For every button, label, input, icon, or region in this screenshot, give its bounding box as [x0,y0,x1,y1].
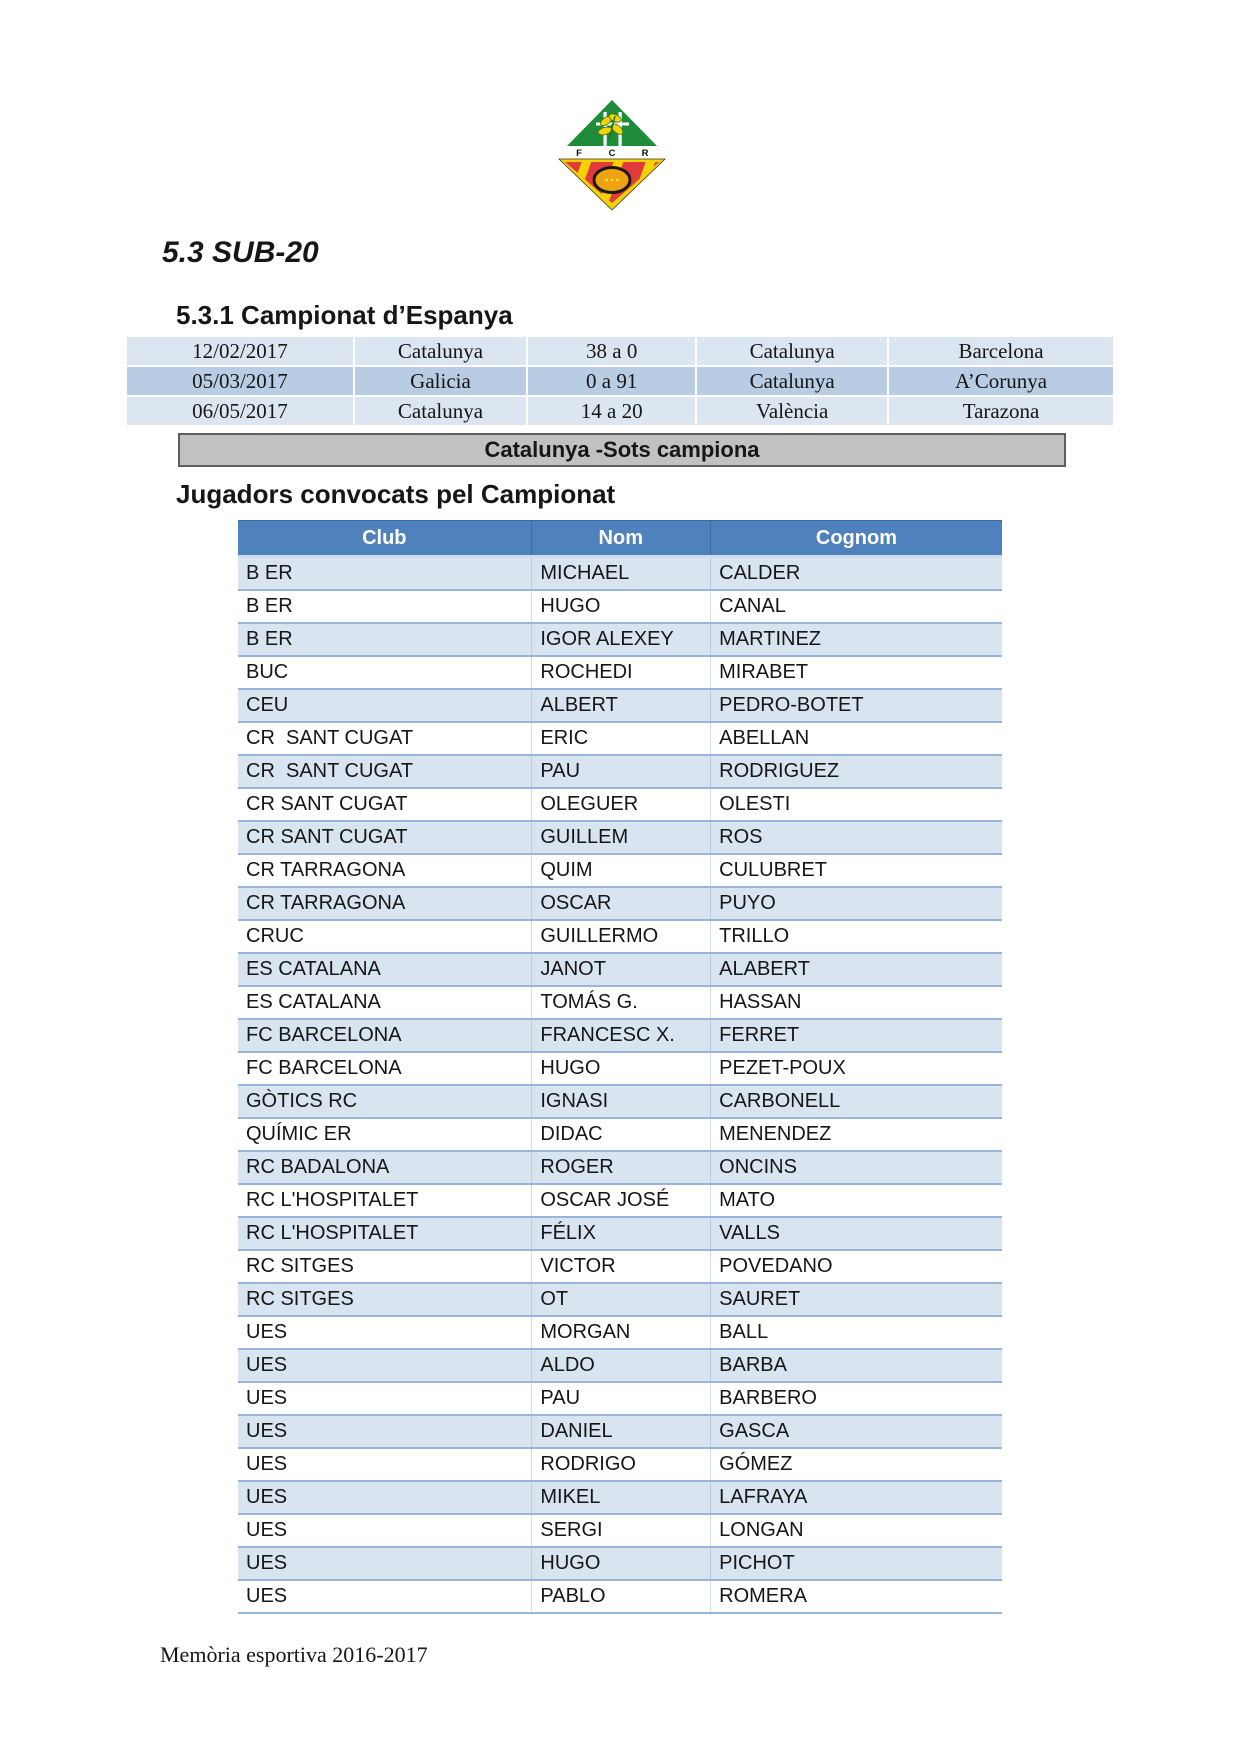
player-row [238,822,1002,855]
player-club: B ER [246,562,293,584]
result-venue: Barcelona [887,337,1113,365]
player-nom: PAU [531,756,710,787]
player-row [238,1416,1002,1449]
player-row [238,624,1002,657]
player-nom: MICHAEL [531,558,710,589]
player-club: FC BARCELONA [246,1057,402,1079]
player-row [238,1548,1002,1581]
player-nom: RODRIGO [531,1449,710,1480]
player-cognom: HASSAN [710,987,1002,1018]
result-banner: Catalunya -Sots campiona [178,433,1066,467]
player-cognom: PEZET-POUX [710,1053,1002,1084]
player-club: RC SITGES [246,1255,354,1277]
player-cognom: LONGAN [710,1515,1002,1546]
player-row [238,1383,1002,1416]
player-nom: OT [531,1284,710,1315]
player-row [238,1350,1002,1383]
player-nom: FRANCESC X. [531,1020,710,1051]
player-club: RC L'HOSPITALET [246,1189,419,1211]
player-cognom: CARBONELL [710,1086,1002,1117]
player-row [238,855,1002,888]
player-row [238,657,1002,690]
player-cognom: POVEDANO [710,1251,1002,1282]
player-nom: JANOT [531,954,710,985]
player-nom: ERIC [531,723,710,754]
player-row [238,690,1002,723]
player-cognom: LAFRAYA [710,1482,1002,1513]
player-cognom: BARBA [710,1350,1002,1381]
player-cognom: CULUBRET [710,855,1002,886]
player-cognom: OLESTI [710,789,1002,820]
player-club: RC BADALONA [246,1156,390,1178]
player-nom: ROCHEDI [531,657,710,688]
results-row [127,337,1113,367]
player-club: ES CATALANA [246,958,381,980]
result-team-b: Catalunya [695,367,887,395]
player-club: RC SITGES [246,1288,354,1310]
player-nom: ALBERT [531,690,710,721]
player-club: CR SANT CUGAT [246,760,414,782]
player-row [238,591,1002,624]
player-cognom: PUYO [710,888,1002,919]
header-nom: Nom [531,521,710,555]
player-cognom: MATO [710,1185,1002,1216]
result-date: 12/02/2017 [192,339,288,363]
player-row [238,1185,1002,1218]
player-row [238,1119,1002,1152]
player-cognom: GASCA [710,1416,1002,1447]
player-row [238,1449,1002,1482]
header-club: Club [362,527,407,549]
player-nom: OSCAR JOSÉ [531,1185,710,1216]
player-row [238,1581,1002,1614]
player-row [238,1053,1002,1086]
section-heading: 5.3 SUB-20 [162,236,319,269]
player-club: RC L'HOSPITALET [246,1222,419,1244]
player-nom: IGOR ALEXEY [531,624,710,655]
player-club: CR TARRAGONA [246,892,406,914]
player-nom: HUGO [531,591,710,622]
player-cognom: MENENDEZ [710,1119,1002,1150]
player-cognom: ROS [710,822,1002,853]
player-club: UES [246,1354,288,1376]
player-row [238,1284,1002,1317]
player-club: UES [246,1585,288,1607]
player-nom: IGNASI [531,1086,710,1117]
results-row [127,397,1113,427]
player-row [238,558,1002,591]
svg-text:C: C [608,148,616,159]
player-club: B ER [246,595,293,617]
player-club: CR TARRAGONA [246,859,406,881]
player-cognom: TRILLO [710,921,1002,952]
player-row [238,1218,1002,1251]
player-row [238,1317,1002,1350]
player-nom: QUIM [531,855,710,886]
player-row [238,1020,1002,1053]
result-team-a: Catalunya [353,397,526,425]
player-nom: PAU [531,1383,710,1414]
player-nom: TOMÁS G. [531,987,710,1018]
player-row [238,1482,1002,1515]
player-club: UES [246,1453,288,1475]
player-nom: SERGI [531,1515,710,1546]
result-team-a: Catalunya [353,337,526,365]
player-nom: MIKEL [531,1482,710,1513]
players-table [238,520,1002,1614]
results-row [127,367,1113,397]
player-club: CR SANT CUGAT [246,727,414,749]
player-club: UES [246,1519,288,1541]
player-nom: HUGO [531,1548,710,1579]
player-club: QUÍMIC ER [246,1123,352,1145]
player-club: UES [246,1321,288,1343]
header-cognom: Cognom [710,521,1002,555]
player-row [238,789,1002,822]
player-club: CRUC [246,925,304,947]
fcr-crest-logo [545,96,679,212]
player-club: ES CATALANA [246,991,381,1013]
player-club: B ER [246,628,293,650]
player-club: CR SANT CUGAT [246,793,408,815]
player-cognom: ONCINS [710,1152,1002,1183]
player-nom: DIDAC [531,1119,710,1150]
player-cognom: VALLS [710,1218,1002,1249]
result-team-b: València [695,397,887,425]
player-club: FC BARCELONA [246,1024,402,1046]
player-row [238,723,1002,756]
result-venue: Tarazona [887,397,1113,425]
player-cognom: CALDER [710,558,1002,589]
player-nom: ALDO [531,1350,710,1381]
player-club: CR SANT CUGAT [246,826,408,848]
player-row [238,1251,1002,1284]
player-cognom: SAURET [710,1284,1002,1315]
result-score: 0 a 91 [526,367,695,395]
player-cognom: CANAL [710,591,1002,622]
player-cognom: RODRIGUEZ [710,756,1002,787]
player-cognom: ROMERA [710,1581,1002,1612]
result-score: 14 a 20 [526,397,695,425]
result-score: 38 a 0 [526,337,695,365]
player-nom: HUGO [531,1053,710,1084]
player-cognom: ALABERT [710,954,1002,985]
result-venue: A’Corunya [887,367,1113,395]
player-nom: OLEGUER [531,789,710,820]
result-date: 05/03/2017 [192,369,288,393]
svg-text:R: R [641,148,649,159]
player-club: BUC [246,661,289,683]
player-row [238,756,1002,789]
player-cognom: BALL [710,1317,1002,1348]
crest-letters [576,148,648,159]
player-row [238,921,1002,954]
player-row [238,888,1002,921]
player-nom: ROGER [531,1152,710,1183]
player-nom: OSCAR [531,888,710,919]
players-heading: Jugadors convocats pel Campionat [176,479,616,509]
player-cognom: ABELLAN [710,723,1002,754]
player-cognom: MARTINEZ [710,624,1002,655]
subsection-heading: 5.3.1 Campionat d’Espanya [176,300,513,330]
rugby-ball-icon [594,168,630,193]
player-nom: VICTOR [531,1251,710,1282]
player-cognom: PICHOT [710,1548,1002,1579]
player-row [238,987,1002,1020]
player-nom: MORGAN [531,1317,710,1348]
player-club: UES [246,1552,288,1574]
player-nom: PABLO [531,1581,710,1612]
players-table-body [238,558,1002,1614]
result-team-b: Catalunya [695,337,887,365]
player-cognom: GÓMEZ [710,1449,1002,1480]
player-club: UES [246,1420,288,1442]
result-team-a: Galicia [353,367,526,395]
player-club: CEU [246,694,289,716]
players-table-header [238,520,1002,558]
results-table [127,337,1113,427]
player-cognom: BARBERO [710,1383,1002,1414]
player-club: GÒTICS RC [246,1090,358,1112]
player-row [238,1152,1002,1185]
player-row [238,954,1002,987]
player-nom: FÉLIX [531,1218,710,1249]
player-nom: DANIEL [531,1416,710,1447]
svg-text:F: F [576,148,582,159]
player-club: UES [246,1387,288,1409]
player-row [238,1515,1002,1548]
player-cognom: PEDRO-BOTET [710,690,1002,721]
player-nom: GUILLEM [531,822,710,853]
player-club: UES [246,1486,288,1508]
result-date: 06/05/2017 [192,399,288,423]
player-row [238,1086,1002,1119]
player-nom: GUILLERMO [531,921,710,952]
player-cognom: MIRABET [710,657,1002,688]
player-cognom: FERRET [710,1020,1002,1051]
page-footer: Memòria esportiva 2016-2017 [160,1642,428,1667]
